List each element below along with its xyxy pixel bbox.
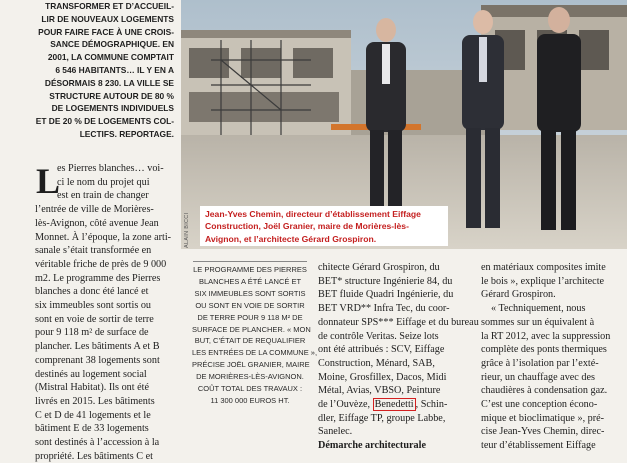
body-line-highlight	[318, 398, 478, 412]
body-line: blanches a donc été lancé et	[35, 286, 149, 298]
pull-quote-line: 11 300 000 EUROS HT.	[210, 395, 290, 405]
pull-quote-line: LE PROGRAMME DES PIERRES	[193, 265, 307, 274]
body-line: teur d’établissement Eiffage	[481, 440, 596, 452]
body-line: « Techniquement, nous	[491, 303, 586, 315]
highlighted-name: Benedetti	[374, 399, 414, 411]
body-line: lès-Avignon, côté avenue Jean	[35, 217, 159, 229]
intro-line: 6 546 HABITANTS… IL Y EN A	[55, 64, 174, 75]
body-line: es Pierres blanches… voi-	[57, 163, 164, 174]
intro-line: POUR FAIRE FACE À UNE CROIS-	[38, 26, 174, 37]
body-line: m2. Le programme des Pierres	[35, 272, 161, 284]
body-line: comprenant 38 logements sont	[35, 354, 160, 366]
body-line: en matériaux composites imite	[481, 262, 606, 273]
body-line: C et D de 41 logements et le	[35, 409, 151, 421]
body-fragment: , Schin-	[415, 399, 448, 411]
intro-line: TRANSFORMER ET D’ACCUEIL-	[45, 1, 174, 11]
body-line: chaudières à condensation gaz.	[481, 385, 608, 397]
body-line: de contrôle Veritas. Seize lots	[318, 330, 439, 342]
body-line: véritable friche de près de 9 000	[35, 258, 167, 270]
body-line: destinés au logement social	[35, 368, 147, 380]
body-line: Sanelec.	[318, 426, 353, 438]
pull-quote-line: SURFACE DE PLANCHER. « MON	[192, 324, 311, 334]
body-line: le bois », explique l’architecte	[481, 275, 605, 287]
pull-quote-box	[192, 261, 318, 407]
body-line: chitecte Gérard Grospiron, du	[318, 262, 440, 273]
body-line: complète des ponts thermiques	[481, 344, 607, 356]
body-line: propriété. Les bâtiments C et	[35, 450, 153, 462]
pull-quote-line: SIX IMMEUBLES SONT SORTIS	[194, 288, 306, 298]
body-line: donnateur SPS*** Eiffage et du bureau	[318, 316, 479, 328]
body-line: plancher. Les bâtiments A et B	[35, 341, 160, 353]
intro-line: ET DE 20 % DE LOGEMENTS COL-	[35, 116, 174, 127]
body-line: sanale s’était transformée en	[35, 245, 152, 257]
photo-credit: ALAIN BICCI	[184, 212, 190, 248]
intro-line: STRUCTURE AUTOUR DE 80 %	[49, 90, 174, 101]
drop-cap: L	[36, 161, 61, 201]
body-line: Métal, Avias, VBSO, Peinture	[318, 385, 441, 397]
body-line: BET fluide Quadri Ingénierie, du	[318, 289, 454, 301]
pull-quote-line: OU SONT EN VOIE DE SORTIR	[195, 300, 305, 310]
body-line: mique et bioclimatique », pré-	[481, 412, 605, 424]
intro-line: DÉSORMAIS 8 230. LA VILLE SE	[44, 77, 174, 88]
body-line: BET VRD** Infra Tec, du coor-	[318, 303, 450, 315]
body-line: pour 9 118 m² de surface de	[35, 327, 149, 339]
body-line: (Mistral Habitat). Ils ont été	[35, 382, 150, 394]
body-line: ont été attribués : SCV, Eiffage	[318, 344, 445, 356]
body-line: grâce à l’isolation par l’exté-	[481, 357, 599, 369]
pull-quote-line: LES ENTRÉES DE LA COMMUNE »,	[192, 348, 318, 358]
body-line: l’entrée de ville de Morières-	[35, 204, 154, 216]
body-line: la RT 2012, avec la suppression	[481, 330, 611, 342]
caption-line: Construction, Joël Granier, maire de Morières-lès-	[205, 221, 409, 232]
body-line: Moine, Grosfillex, Dacos, Midi	[318, 371, 447, 383]
body-line: bâtiment E de 33 logements	[35, 423, 149, 435]
intro-line: DE LOGEMENTS INDIVIDUELS	[51, 103, 174, 114]
body-line: C’est une conception écono-	[481, 399, 598, 411]
photo-caption	[200, 206, 448, 246]
body-line: rieur, un chauffage avec des	[481, 371, 595, 383]
divider	[193, 261, 307, 262]
body-line: sont destinés à l’accession à la	[35, 437, 160, 449]
body-line: livrés en 2015. Les bâtiments	[35, 395, 155, 407]
body-line: BET* structure Ingénierie 84, du	[318, 275, 453, 287]
body-line: Monnet. À l’époque, la zone arti-	[35, 231, 172, 243]
body-column-3	[481, 261, 627, 453]
intro-line: LECTIFS. REPORTAGE.	[79, 128, 174, 139]
body-line: sommes sur un équivalent à	[481, 316, 595, 328]
pull-quote-line: PRÉCISE JOËL GRANIER, MAIRE	[192, 360, 310, 370]
body-line: dler, Eiffage TP, groupe Labbe,	[318, 412, 446, 424]
intro-line: LIR DE NOUVEAUX LOGEMENTS	[41, 13, 174, 24]
section-subheading: Démarche architecturale	[318, 440, 426, 452]
body-line: ci le nom du projet qui	[57, 176, 150, 188]
caption-line: Avignon, et l’architecte Gérard Grospiron.	[205, 233, 377, 244]
body-fragment: de l’Ouvèze,	[318, 399, 371, 411]
caption-line: Jean-Yves Chemin, directeur d’établissement Eiffage	[205, 209, 421, 219]
body-line: sont en voie de sortir de terre	[35, 313, 154, 325]
pull-quote-line: BLANCHES A ÉTÉ LANCÉ ET	[198, 276, 302, 286]
body-column-1	[35, 162, 183, 463]
body-line: six immeubles sont sortis ou	[35, 300, 152, 312]
body-line: Gérard Grospiron.	[481, 289, 556, 301]
body-line: cise Jean-Yves Chemin, direc-	[481, 426, 605, 438]
intro-line: SANCE DÉMOGRAPHIQUE. EN	[50, 39, 174, 50]
body-column-2	[318, 261, 478, 453]
pull-quote-line: DE TERRE POUR 9 118 M² DE	[197, 312, 303, 322]
intro-line: 2001, LA COMMUNE COMPTAIT	[47, 52, 174, 63]
pull-quote-line: COÛT TOTAL DES TRAVAUX :	[197, 384, 303, 394]
intro-paragraph	[14, 0, 174, 141]
body-line: Construction, Ménard, SAB,	[318, 357, 435, 369]
body-line: est en train de changer	[57, 190, 149, 202]
pull-quote-line: DE MORIÈRES-LÈS-AVIGNON.	[196, 372, 304, 382]
pull-quote-line: BUT, C’ÉTAIT DE REQUALIFIER	[194, 336, 306, 346]
